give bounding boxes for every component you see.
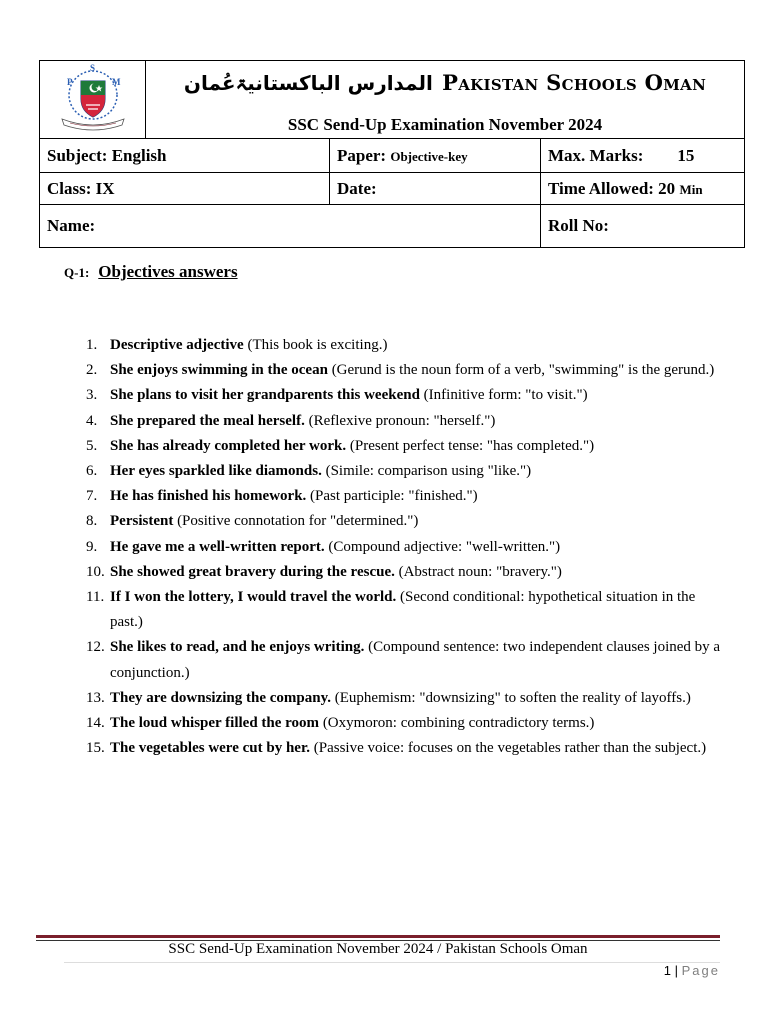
answer-explanation: (Passive voice: focuses on the vegetables rather than the subject.) [309, 740, 707, 757]
answer-item [86, 535, 722, 560]
answer-number: 11. [86, 589, 105, 606]
answer-text: Descriptive adjective [110, 337, 244, 353]
roll-no-cell [541, 205, 745, 248]
answer-item [86, 434, 722, 459]
answer-text: He gave me a well-written report. [110, 538, 325, 555]
answer-explanation: (Simile: comparison using "like.") [321, 463, 532, 480]
answer-text: They are downsizing the company. [110, 689, 331, 706]
answer-text: She showed great bravery during the rescue. [110, 563, 395, 580]
answer-explanation: (Oxymoron: combining contradictory terms.) [319, 715, 595, 732]
school-name-english: Pakistan Schools Oman [442, 70, 707, 95]
page-number-block [664, 963, 720, 978]
footer-text: SSC Send-Up Examination November 2024 / Pakistan Schools Oman [168, 941, 588, 957]
answer-number: 14. [86, 715, 105, 732]
answer-explanation: (This book is exciting.) [243, 337, 388, 353]
answer-text: The vegetables were cut by her. [110, 740, 310, 757]
answer-item [86, 686, 722, 711]
question-heading [64, 262, 238, 282]
school-name-urdu: المدارس الباکستانیۃعُمان [183, 71, 433, 95]
answer-explanation: (Compound adjective: "well-written.") [324, 538, 561, 555]
answer-number: 6. [86, 463, 98, 480]
answer-text: If I won the lottery, I would travel the world. [110, 589, 397, 606]
class-cell [40, 173, 330, 205]
school-logo-cell [40, 61, 146, 139]
answer-number: 8. [86, 513, 98, 530]
answer-number: 15. [86, 740, 105, 757]
answer-text: Persistent [110, 513, 174, 530]
answer-item [86, 333, 722, 358]
answer-number: 5. [86, 437, 98, 454]
paper-label: Paper: [337, 145, 387, 165]
exam-header-table [39, 60, 745, 248]
date-label: Date: [337, 178, 377, 198]
answer-text: She enjoys swimming in the ocean [110, 362, 328, 379]
answer-text: She plans to visit her grandparents this weekend [110, 387, 420, 404]
answer-text: She prepared the meal herself. [110, 412, 305, 429]
answer-explanation: (Compound sentence: two independent clauses joined by a conjunction.) [110, 639, 721, 681]
school-name [146, 70, 744, 96]
answer-number: 9. [86, 538, 98, 555]
answer-number: 10. [86, 563, 105, 580]
school-logo [48, 61, 138, 133]
question-title: Objectives answers [98, 262, 238, 281]
answer-explanation: (Abstract noun: "bravery.") [394, 563, 562, 580]
answer-number: 7. [86, 488, 98, 505]
logo-letter-p: P [66, 77, 72, 87]
answer-explanation: (Positive connotation for "determined.") [173, 513, 419, 530]
answer-item [86, 585, 722, 635]
answer-text: He has finished his homework. [110, 488, 307, 505]
name-cell [40, 205, 541, 248]
paper-value: Objective-key [390, 148, 468, 164]
answer-list [86, 333, 722, 761]
answer-explanation: (Second conditional: hypothetical situation in the past.) [110, 589, 696, 631]
date-cell [330, 173, 541, 205]
time-allowed-cell [541, 173, 745, 205]
answer-item [86, 560, 722, 585]
name-label: Name: [47, 216, 96, 235]
answer-explanation: (Euphemism: "downsizing" to soften the reality of layoffs.) [331, 689, 691, 706]
answer-item [86, 484, 722, 509]
answer-item [86, 736, 722, 761]
footer-rule [64, 962, 720, 963]
subject-label: Subject: English [47, 145, 167, 165]
answer-text: She likes to read, and he enjoys writing. [110, 639, 365, 656]
answer-item [86, 711, 722, 736]
max-marks-label: Max. Marks: [548, 145, 644, 165]
answer-text: She has already completed her work. [110, 437, 347, 454]
roll-no-label: Roll No: [548, 216, 609, 235]
max-marks-cell [541, 139, 745, 173]
answer-number: 4. [86, 412, 98, 429]
page-number: 1 [663, 963, 671, 978]
footer-divider-thick [36, 935, 720, 938]
answer-item [86, 459, 722, 484]
time-allowed-label: Time Allowed: 20 [548, 178, 676, 198]
time-unit: Min [679, 181, 703, 197]
logo-letter-m: M [111, 77, 120, 87]
answer-explanation: (Infinitive form: "to visit.") [419, 387, 588, 404]
school-title-cell [146, 61, 745, 139]
answer-item [86, 383, 722, 408]
answer-number: 13. [86, 689, 105, 706]
answer-explanation: (Reflexive pronoun: "herself.") [304, 412, 496, 429]
answer-explanation: (Gerund is the noun form of a verb, "swimming" is the gerund.) [327, 362, 715, 379]
page-label: Page [681, 963, 720, 978]
answer-number: 2. [86, 362, 98, 379]
class-label: Class: IX [47, 178, 115, 198]
answer-item [86, 409, 722, 434]
answer-item [86, 635, 722, 685]
answer-explanation: (Past participle: "finished.") [306, 488, 478, 505]
logo-letter-s: S [89, 63, 95, 73]
exam-title: SSC Send-Up Examination November 2024 [287, 115, 603, 134]
question-number: Q-1: [64, 265, 90, 280]
answer-text: Her eyes sparkled like diamonds. [110, 463, 322, 480]
answer-number: 1. [86, 337, 98, 353]
paper-cell [330, 139, 541, 173]
answer-number: 12. [86, 639, 105, 656]
answer-item [86, 358, 722, 383]
page-separator: | [674, 963, 678, 978]
max-marks-value: 15 [677, 145, 695, 165]
answer-item [86, 509, 722, 534]
answer-number: 3. [86, 387, 98, 404]
answer-text: The loud whisper filled the room [110, 715, 320, 732]
answer-explanation: (Present perfect tense: "has completed.") [346, 437, 595, 454]
subject-cell [40, 139, 330, 173]
